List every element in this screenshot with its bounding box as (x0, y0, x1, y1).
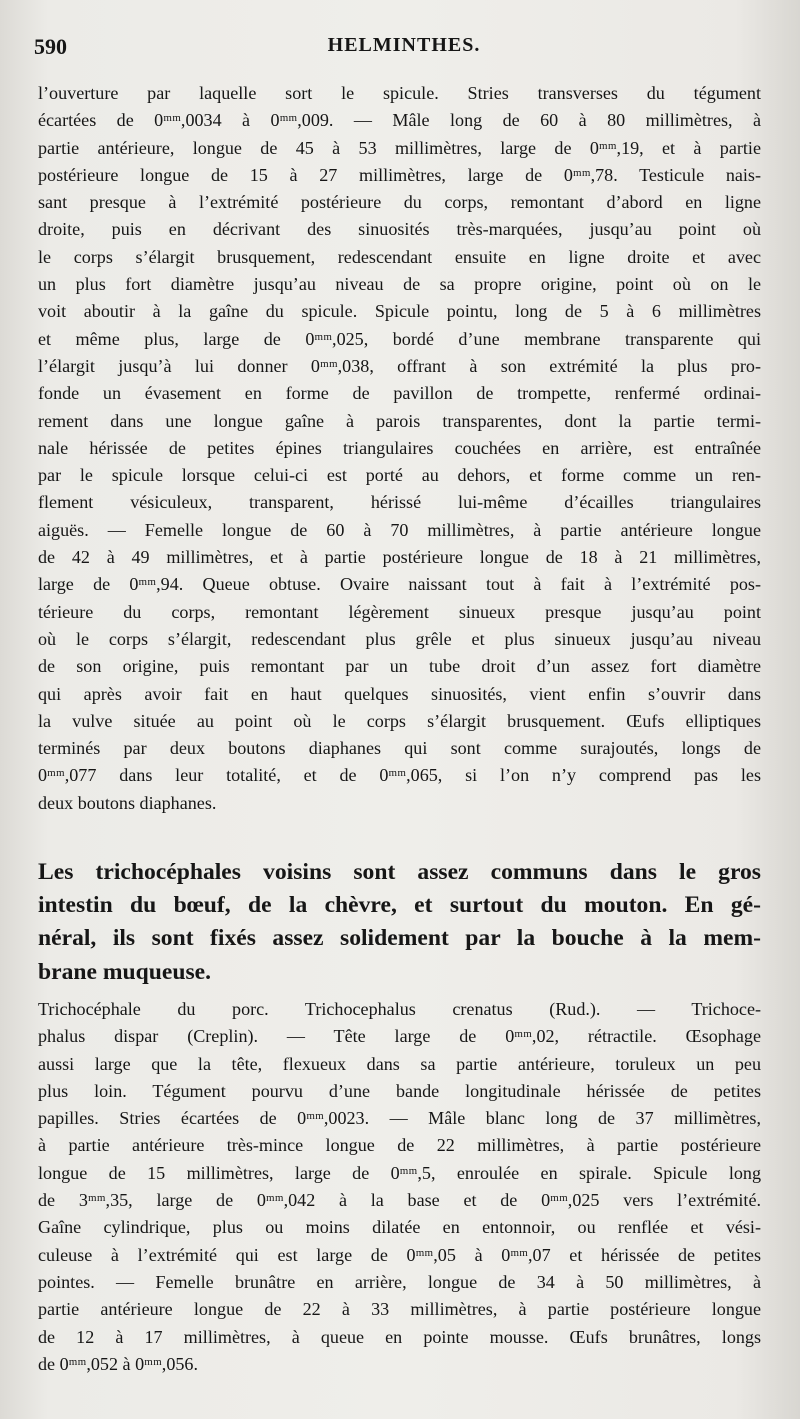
text-line: la vulve située au point où le corps s’élargit brusquement. Œufs elliptiques (38, 710, 761, 731)
text-line: de 3ᵐᵐ,35, large de 0ᵐᵐ,042 à la base et de 0ᵐᵐ,025 vers l’extrémité. (38, 1190, 761, 1211)
text-line: terminés par deux boutons diaphanes qui sont comme surajoutés, longs de (38, 738, 761, 759)
text-line: droite, puis en décrivant des sinuosités très-marquées, jusqu’au point où (38, 219, 761, 240)
text-line: Les trichocéphales voisins sont assez communs dans le gros (38, 859, 761, 885)
text-line: écartées de 0ᵐᵐ,0034 à 0ᵐᵐ,009. — Mâle long de 60 à 80 millimètres, à (38, 110, 761, 131)
text-line: postérieure longue de 15 à 27 millimètres, large de 0ᵐᵐ,78. Testicule nais- (38, 164, 761, 185)
text-line: flement vésiculeux, transparent, hérissé lui-même d’écailles triangulaires (38, 492, 761, 513)
text-line: nale hérissée de petites épines triangulaires couchées en arrière, est entraînée (38, 437, 761, 458)
text-line: par le spicule lorsque celui-ci est porté au dehors, et forme comme un ren- (38, 465, 761, 486)
text-line: phalus dispar (Creplin). — Tête large de 0ᵐᵐ,02, rétractile. Œsophage (38, 1026, 761, 1047)
text-line: et même plus, large de 0ᵐᵐ,025, bordé d’une membrane transparente qui (38, 328, 761, 349)
text-line: de 0ᵐᵐ,052 à 0ᵐᵐ,056. (38, 1353, 198, 1374)
text-line: fonde un évasement en forme de pavillon de trompette, renfermé ordinai- (38, 383, 761, 404)
text-line: à partie antérieure très-mince longue de 22 millimètres, à partie postérieure (38, 1135, 761, 1156)
text-line: l’élargit jusqu’à lui donner 0ᵐᵐ,038, offrant à son extrémité la plus pro- (38, 355, 761, 376)
text-line: Gaîne cylindrique, plus ou moins dilatée en entonnoir, ou renflée et vési- (38, 1217, 761, 1238)
page-number: 590 (34, 34, 67, 59)
text-line: deux boutons diaphanes. (38, 792, 217, 813)
text-line: un plus fort diamètre jusqu’au niveau de sa propre origine, point où on le (38, 274, 761, 295)
text-line: sant presque à l’extrémité postérieure du corps, remontant d’abord en ligne (38, 192, 761, 213)
text-line: aiguës. — Femelle longue de 60 à 70 millimètres, à partie antérieure longue (38, 519, 761, 540)
text-line: brane muqueuse. (38, 958, 212, 985)
text-line: néral, ils sont fixés assez solidement par la bouche à la mem- (38, 925, 761, 952)
paragraph-male-female-description (38, 80, 761, 817)
paragraph-trichocephale-du-porc (38, 996, 761, 1378)
page-header (34, 34, 774, 64)
text-line: 0ᵐᵐ,077 dans leur totalité, et de 0ᵐᵐ,065, si l’on n’y comprend pas les (38, 765, 761, 786)
running-title: HELMINTHES. (327, 34, 481, 56)
text-line: térieure du corps, remontant légèrement sinueux presque jusqu’au point (38, 601, 761, 622)
text-line: papilles. Stries écartées de 0ᵐᵐ,0023. — Mâle blanc long de 37 millimètres, (38, 1108, 761, 1129)
text-line: le corps s’élargit brusquement, redescendant ensuite en ligne droite et avec (38, 246, 761, 267)
text-line: partie antérieure, longue de 45 à 53 millimètres, large de 0ᵐᵐ,19, et à partie (38, 137, 761, 158)
paragraph-habitat-note (38, 856, 761, 989)
text-line: rement dans une longue gaîne à parois transparentes, dont la partie termi- (38, 410, 761, 431)
text-line: l’ouverture par laquelle sort le spicule. Stries transverses du tégument (38, 83, 761, 103)
text-line: partie antérieure longue de 22 à 33 millimètres, à partie postérieure longue (38, 1299, 761, 1320)
text-line: aussi large que la tête, flexueux dans sa partie antérieure, toruleux un peu (38, 1053, 761, 1074)
text-line: voit aboutir à la gaîne du spicule. Spicule pointu, long de 5 à 6 millimètres (38, 301, 761, 322)
text-line: plus loin. Tégument pourvu d’une bande longitudinale hérissée de petites (38, 1080, 761, 1101)
text-line: où le corps s’élargit, redescendant plus grêle et plus sinueux jusqu’au niveau (38, 628, 761, 649)
text-line: large de 0ᵐᵐ,94. Queue obtuse. Ovaire naissant tout à fait à l’extrémité pos- (38, 574, 761, 595)
text-line: intestin du bœuf, de la chèvre, et surtout du mouton. En gé- (38, 892, 761, 919)
text-line: qui après avoir fait en haut quelques sinuosités, vient enfin s’ouvrir dans (38, 683, 761, 704)
text-line: de 42 à 49 millimètres, et à partie postérieure longue de 18 à 21 millimètres, (38, 547, 761, 568)
text-line: culeuse à l’extrémité qui est large de 0ᵐᵐ,05 à 0ᵐᵐ,07 et hérissée de petites (38, 1244, 761, 1265)
text-line: de 12 à 17 millimètres, à queue en pointe mousse. Œufs brunâtres, longs (38, 1326, 761, 1347)
text-line: de son origine, puis remontant par un tube droit d’un assez fort diamètre (38, 656, 761, 677)
text-line: Trichocéphale du porc. Trichocephalus crenatus (Rud.). — Trichoce- (38, 999, 761, 1019)
text-line: longue de 15 millimètres, large de 0ᵐᵐ,5, enroulée en spirale. Spicule long (38, 1162, 761, 1183)
text-line: pointes. — Femelle brunâtre en arrière, longue de 34 à 50 millimètres, à (38, 1271, 761, 1292)
